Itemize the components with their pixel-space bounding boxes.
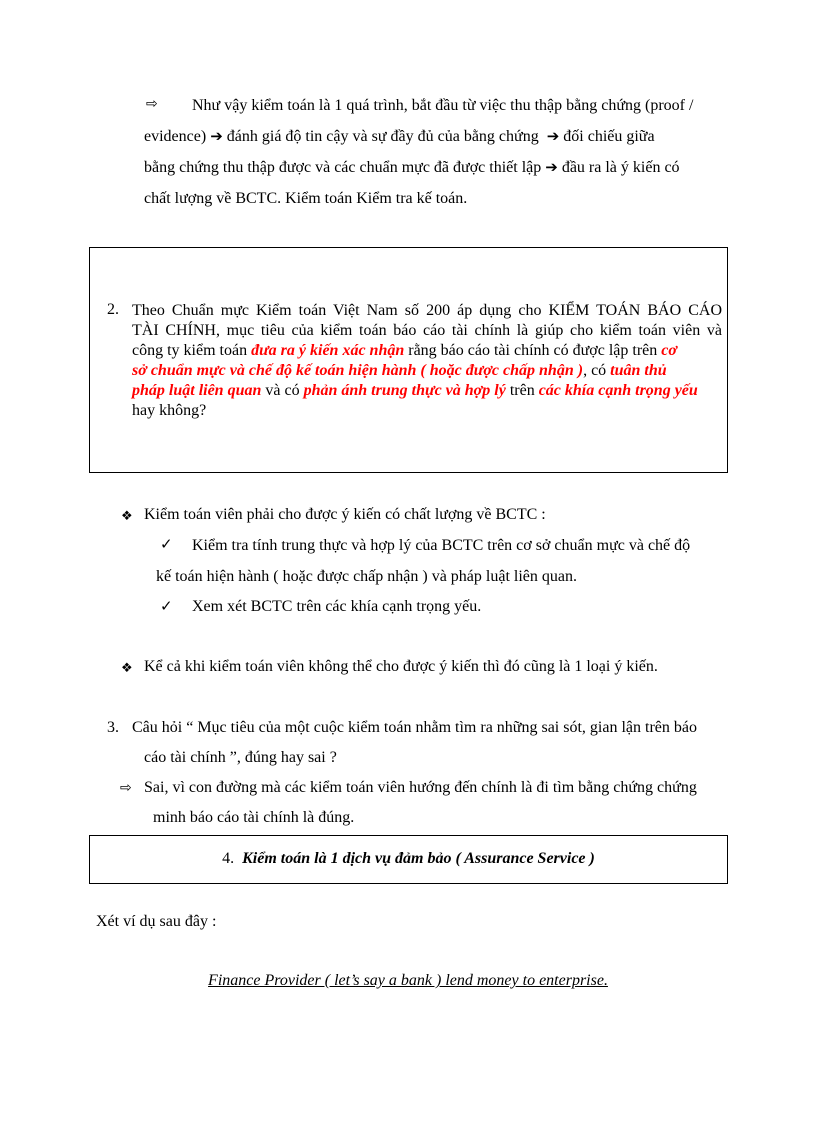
paragraph-line <box>144 152 680 183</box>
text-run: đầu ra là ý kiến có <box>561 159 680 176</box>
text-run: , có <box>583 362 611 379</box>
check-item-text: kế toán hiện hành ( hoặc được chấp nhận ) và pháp luật liên quan. <box>156 568 577 585</box>
checkmark-icon: ✓ <box>160 535 173 553</box>
emphasis-text: phản ánh trung thực và hợp lý <box>303 382 506 399</box>
emphasis-text: pháp luật liên quan <box>132 382 262 399</box>
section-heading: Kiểm toán là 1 dịch vụ đảm bảo ( Assurance Service ) <box>242 850 595 867</box>
outline-arrow-icon: ⇨ <box>146 96 158 112</box>
paragraph-line <box>144 121 655 152</box>
check-item-text: Kiểm tra tính trung thực và hợp lý của BCTC trên cơ sở chuẩn mực và chế độ <box>192 537 691 554</box>
definition-text <box>132 301 722 421</box>
text-run: và có <box>261 382 304 399</box>
outline-arrow-icon: ⇨ <box>120 780 132 796</box>
text-line: Theo Chuẩn mực Kiểm toán Việt Nam số 200 áp dụng cho KIỂM TOÁN BÁO CÁO <box>132 302 722 319</box>
text-run: evidence) <box>144 128 207 145</box>
example-intro: Xét ví dụ sau đây : <box>96 913 217 930</box>
diamond-bullet-icon: ❖ <box>121 661 133 676</box>
answer-text: Sai, vì con đường mà các kiểm toán viên hướng đến chính là đi tìm bằng chứng chứng <box>144 779 697 796</box>
paragraph-line: chất lượng về BCTC. Kiểm toán Kiểm tra kế toán. <box>144 190 468 207</box>
item-number: 4. <box>222 850 235 867</box>
bold-arrow-icon: ➔ <box>210 127 223 145</box>
bold-arrow-icon: ➔ <box>546 127 560 145</box>
item-number: 3. <box>107 719 119 736</box>
bullet-text: Kiểm toán viên phải cho được ý kiến có chất lượng về BCTC : <box>144 506 546 523</box>
emphasis-text: sở chuẩn mực và chế độ kế toán hiện hành ( hoặc được chấp nhận ) <box>132 362 584 379</box>
text-line: hay không? <box>132 402 207 419</box>
bullet-text: Kể cả khi kiểm toán viên không thể cho được ý kiến thì đó cũng là 1 loại ý kiến. <box>144 658 658 675</box>
text-run: công ty kiểm toán <box>132 342 252 359</box>
text-run: trên <box>505 382 539 399</box>
section-audit-process <box>0 0 816 220</box>
example-sentence: Finance Provider ( let’s say a bank ) lend money to enterprise. <box>208 972 608 989</box>
heading-line <box>89 850 728 868</box>
item-number: 2. <box>107 301 119 318</box>
emphasis-text: đưa ra ý kiến xác nhận <box>251 342 405 359</box>
text-line: TÀI CHÍNH, mục tiêu của kiểm toán báo cáo tài chính là giúp cho kiểm toán viên và <box>132 322 722 339</box>
paragraph-line: Như vậy kiểm toán là 1 quá trình, bắt đầu từ việc thu thập bằng chứng (proof / <box>192 97 694 114</box>
text-line <box>132 341 722 361</box>
emphasis-text: các khía cạnh trọng yếu <box>538 382 698 399</box>
text-run: đánh giá độ tin cậy và sự đầy đủ của bằng chứng <box>226 128 539 145</box>
bold-arrow-icon: ➔ <box>545 158 558 176</box>
text-line <box>132 361 722 381</box>
text-run: đối chiếu giữa <box>563 128 655 145</box>
emphasis-text: tuân thủ <box>610 362 667 379</box>
check-item-text: Xem xét BCTC trên các khía cạnh trọng yếu. <box>192 598 482 615</box>
question-text: Câu hỏi “ Mục tiêu của một cuộc kiểm toán nhằm tìm ra những sai sót, gian lận trên báo <box>132 719 697 736</box>
emphasis-text: cơ <box>661 342 677 359</box>
answer-text: minh báo cáo tài chính là đúng. <box>153 809 355 826</box>
checkmark-icon: ✓ <box>160 597 173 615</box>
text-line <box>132 381 722 401</box>
text-run: rằng báo cáo tài chính có được lập trên <box>404 342 662 359</box>
diamond-bullet-icon: ❖ <box>121 509 133 524</box>
question-text: cáo tài chính ”, đúng hay sai ? <box>144 749 337 766</box>
text-run: bằng chứng thu thập được và các chuẩn mực đã được thiết lập <box>144 159 542 176</box>
